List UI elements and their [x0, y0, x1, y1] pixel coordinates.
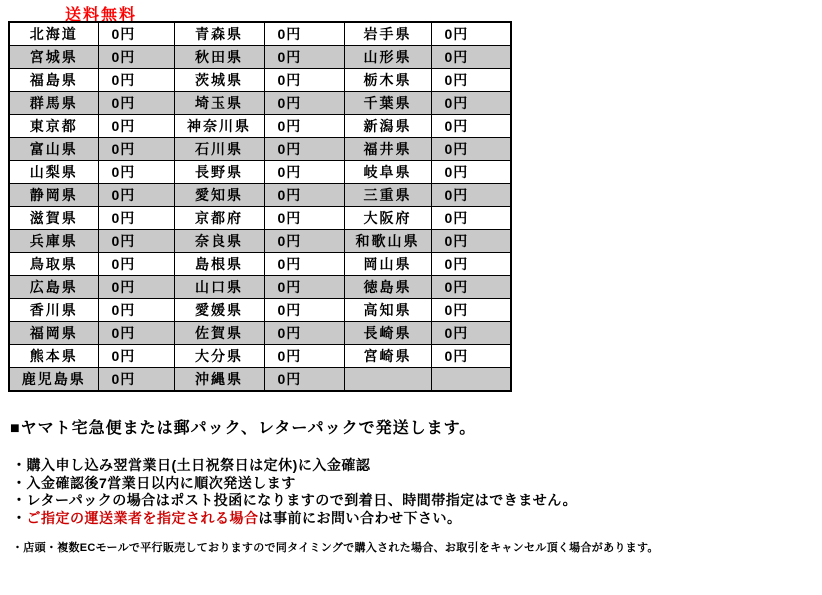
- fee-cell: 0円: [98, 22, 174, 46]
- fee-cell: 0円: [98, 69, 174, 92]
- fee-cell: 0円: [98, 161, 174, 184]
- fee-cell: [431, 368, 511, 392]
- bullet-marker: ・: [12, 457, 27, 473]
- prefecture-cell: 岩手県: [344, 22, 431, 46]
- fee-cell: 0円: [98, 345, 174, 368]
- prefecture-cell: 茨城県: [174, 69, 264, 92]
- prefecture-cell: 埼玉県: [174, 92, 264, 115]
- fee-cell: 0円: [264, 368, 344, 392]
- prefecture-cell: 徳島県: [344, 276, 431, 299]
- shipping-fee-table-body: [9, 22, 511, 391]
- fee-cell: 0円: [98, 253, 174, 276]
- fee-cell: 0円: [98, 230, 174, 253]
- note-text-segment: 購入申し込み翌営業日(土日祝祭日は定休)に入金確認: [26, 457, 371, 473]
- fee-cell: 0円: [431, 69, 511, 92]
- fee-cell: 0円: [264, 22, 344, 46]
- fee-cell: 0円: [431, 322, 511, 345]
- prefecture-cell: 大分県: [174, 345, 264, 368]
- prefecture-cell: 山口県: [174, 276, 264, 299]
- prefecture-cell: 山梨県: [9, 161, 98, 184]
- prefecture-cell: 愛媛県: [174, 299, 264, 322]
- shipping-method-heading: ■ヤマト宅急便または郵パック、レターパックで発送します。: [10, 420, 477, 437]
- note-text-segment: は事前にお問い合わせ下さい。: [258, 509, 462, 526]
- prefecture-cell: 富山県: [9, 138, 98, 161]
- note-bullet-line: [12, 492, 577, 510]
- prefecture-cell: 沖縄県: [174, 368, 264, 392]
- fee-cell: 0円: [431, 161, 511, 184]
- prefecture-cell: 鳥取県: [9, 253, 98, 276]
- prefecture-cell: 和歌山県: [344, 230, 431, 253]
- table-row: [9, 22, 511, 46]
- table-row: [9, 161, 511, 184]
- prefecture-cell: 山形県: [344, 46, 431, 69]
- prefecture-cell: 栃木県: [344, 69, 431, 92]
- notes-list: [12, 457, 577, 527]
- fee-cell: 0円: [431, 253, 511, 276]
- prefecture-cell: 北海道: [9, 22, 98, 46]
- bullet-marker: ・: [12, 509, 27, 526]
- fee-cell: 0円: [431, 207, 511, 230]
- note-text-segment: ご指定の運送業者を指定される場合: [26, 509, 259, 526]
- fee-cell: 0円: [98, 46, 174, 69]
- fee-cell: 0円: [264, 276, 344, 299]
- table-row: [9, 69, 511, 92]
- prefecture-cell: 兵庫県: [9, 230, 98, 253]
- prefecture-cell: 熊本県: [9, 345, 98, 368]
- footnote-text: ・店頭・複数ECモールで平行販売しておりますので同タイミングで購入された場合、お取引をキャンセル頂く場合があります。: [12, 542, 659, 554]
- free-shipping-label: 送料無料: [65, 7, 138, 24]
- prefecture-cell: 青森県: [174, 22, 264, 46]
- note-bullet-line: [12, 475, 577, 493]
- prefecture-cell: 宮崎県: [344, 345, 431, 368]
- prefecture-cell: 佐賀県: [174, 322, 264, 345]
- prefecture-cell: 大阪府: [344, 207, 431, 230]
- prefecture-cell: [344, 368, 431, 392]
- fee-cell: 0円: [264, 345, 344, 368]
- table-row: [9, 253, 511, 276]
- prefecture-cell: 香川県: [9, 299, 98, 322]
- prefecture-cell: 福井県: [344, 138, 431, 161]
- prefecture-cell: 宮城県: [9, 46, 98, 69]
- prefecture-cell: 滋賀県: [9, 207, 98, 230]
- prefecture-cell: 新潟県: [344, 115, 431, 138]
- note-text-segment: レターパックの場合はポスト投函になりますので到着日、時間帯指定はできません。: [26, 492, 578, 508]
- prefecture-cell: 長野県: [174, 161, 264, 184]
- fee-cell: 0円: [264, 207, 344, 230]
- fee-cell: 0円: [264, 253, 344, 276]
- table-row: [9, 299, 511, 322]
- prefecture-cell: 神奈川県: [174, 115, 264, 138]
- prefecture-cell: 愛知県: [174, 184, 264, 207]
- prefecture-cell: 長崎県: [344, 322, 431, 345]
- prefecture-cell: 鹿児島県: [9, 368, 98, 392]
- prefecture-cell: 高知県: [344, 299, 431, 322]
- note-bullet-line: [12, 510, 577, 528]
- fee-cell: 0円: [431, 46, 511, 69]
- prefecture-cell: 石川県: [174, 138, 264, 161]
- prefecture-cell: 福島県: [9, 69, 98, 92]
- table-row: [9, 207, 511, 230]
- fee-cell: 0円: [98, 207, 174, 230]
- fee-cell: 0円: [98, 322, 174, 345]
- fee-cell: 0円: [431, 138, 511, 161]
- prefecture-cell: 群馬県: [9, 92, 98, 115]
- fee-cell: 0円: [264, 299, 344, 322]
- prefecture-cell: 岡山県: [344, 253, 431, 276]
- table-row: [9, 46, 511, 69]
- fee-cell: 0円: [431, 115, 511, 138]
- fee-cell: 0円: [264, 69, 344, 92]
- fee-cell: 0円: [431, 345, 511, 368]
- fee-cell: 0円: [98, 115, 174, 138]
- table-row: [9, 322, 511, 345]
- fee-cell: 0円: [98, 184, 174, 207]
- prefecture-cell: 岐阜県: [344, 161, 431, 184]
- prefecture-cell: 広島県: [9, 276, 98, 299]
- shipping-fee-table: [8, 21, 512, 392]
- fee-cell: 0円: [264, 184, 344, 207]
- note-bullet-line: [12, 457, 577, 475]
- fee-cell: 0円: [431, 276, 511, 299]
- fee-cell: 0円: [264, 92, 344, 115]
- fee-cell: 0円: [264, 46, 344, 69]
- fee-cell: 0円: [98, 368, 174, 392]
- fee-cell: 0円: [431, 22, 511, 46]
- prefecture-cell: 秋田県: [174, 46, 264, 69]
- prefecture-cell: 東京都: [9, 115, 98, 138]
- fee-cell: 0円: [431, 92, 511, 115]
- fee-cell: 0円: [264, 115, 344, 138]
- prefecture-cell: 奈良県: [174, 230, 264, 253]
- table-row: [9, 276, 511, 299]
- fee-cell: 0円: [264, 322, 344, 345]
- prefecture-cell: 京都府: [174, 207, 264, 230]
- fee-cell: 0円: [98, 138, 174, 161]
- table-row: [9, 184, 511, 207]
- note-text-segment: 入金確認後7営業日以内に順次発送します: [26, 474, 296, 491]
- table-row: [9, 230, 511, 253]
- fee-cell: 0円: [431, 299, 511, 322]
- table-row: [9, 138, 511, 161]
- table-row: [9, 115, 511, 138]
- fee-cell: 0円: [264, 230, 344, 253]
- table-row: [9, 368, 511, 392]
- prefecture-cell: 静岡県: [9, 184, 98, 207]
- fee-cell: 0円: [431, 184, 511, 207]
- table-row: [9, 345, 511, 368]
- fee-cell: 0円: [98, 92, 174, 115]
- prefecture-cell: 島根県: [174, 253, 264, 276]
- bullet-marker: ・: [12, 474, 27, 491]
- fee-cell: 0円: [264, 161, 344, 184]
- bullet-marker: ・: [12, 492, 27, 508]
- fee-cell: 0円: [264, 138, 344, 161]
- fee-cell: 0円: [431, 230, 511, 253]
- prefecture-cell: 福岡県: [9, 322, 98, 345]
- table-row: [9, 92, 511, 115]
- fee-cell: 0円: [98, 299, 174, 322]
- prefecture-cell: 三重県: [344, 184, 431, 207]
- prefecture-cell: 千葉県: [344, 92, 431, 115]
- fee-cell: 0円: [98, 276, 174, 299]
